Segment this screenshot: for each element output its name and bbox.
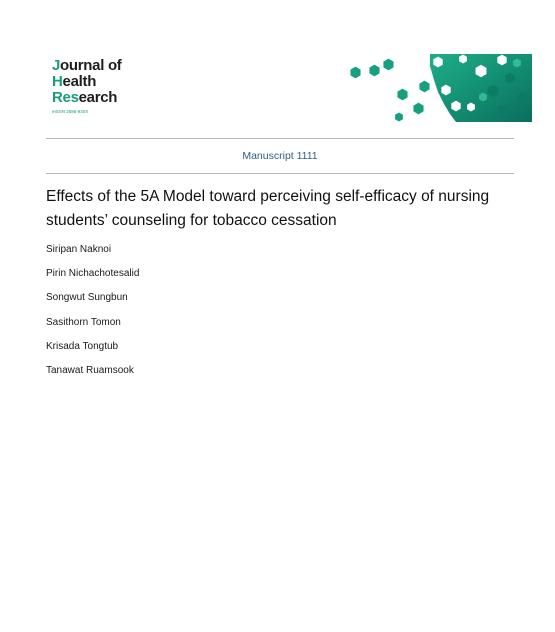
author-name: Siripan Naknoi bbox=[46, 244, 112, 255]
logo-letter-j: J bbox=[52, 57, 61, 74]
journal-logo bbox=[52, 58, 162, 120]
logo-line-journal bbox=[52, 58, 162, 74]
manuscript-number: Manuscript 1111 bbox=[242, 150, 318, 162]
logo-letter-res: Res bbox=[52, 89, 79, 106]
journal-header bbox=[46, 54, 532, 124]
author-name: Tanawat Ruamsook bbox=[46, 364, 134, 376]
author-name: Sasithorn Tomon bbox=[46, 316, 121, 328]
logo-line-research bbox=[52, 90, 162, 106]
author-name: Pirin Nichachotesalid bbox=[46, 268, 140, 280]
author-list bbox=[46, 243, 139, 388]
logo-letter-h: H bbox=[52, 73, 63, 90]
article-title: Effects of the 5A Model toward perceiving self-efficacy of nursing students’ counseling for tobacco cessation bbox=[46, 188, 490, 229]
author-name: Krisada Tongtub bbox=[46, 340, 119, 352]
logo-text-health: ealth bbox=[62, 73, 97, 90]
author-name: Songwut Sungbun bbox=[46, 292, 128, 304]
top-divider bbox=[46, 138, 514, 139]
hexagon-pattern-banner bbox=[346, 54, 532, 122]
logo-line-health bbox=[52, 74, 162, 90]
bottom-divider bbox=[46, 173, 514, 174]
logo-text-research: earch bbox=[78, 89, 118, 106]
logo-text-journal-of: ournal of bbox=[60, 57, 122, 74]
journal-issn: eISSN 2586-940X bbox=[52, 109, 89, 114]
